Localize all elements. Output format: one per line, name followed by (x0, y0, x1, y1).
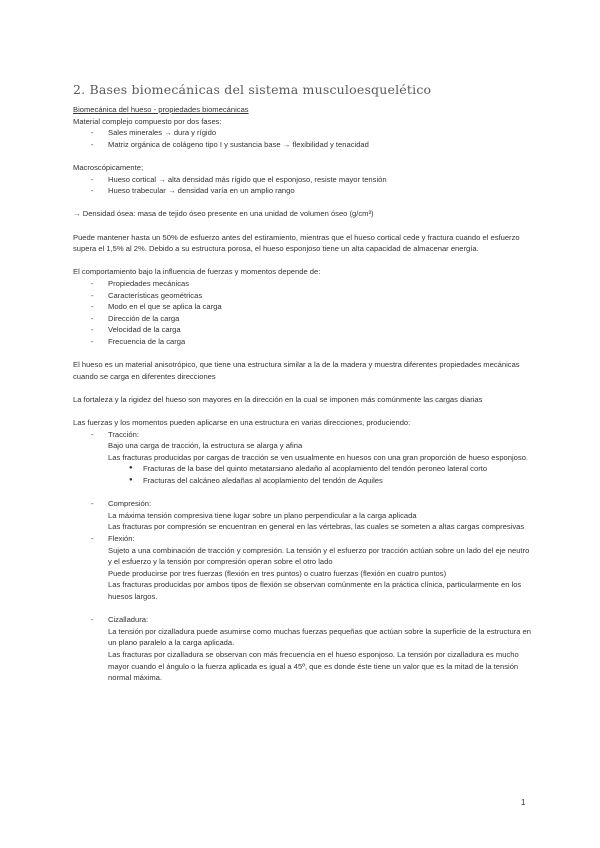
force-text: Puede producirse por tres fuerzas (flexión en tres puntos) o cuatro fuerzas (flexión en cuatro puntos) (108, 568, 447, 578)
forces-intro: Las fuerzas y los momentos pueden aplicarse en una estructura en varias direcciones, produciendo: (73, 418, 411, 428)
force-label: - Tracción: (108, 429, 139, 439)
section-heading: Biomecánica del hueso - propiedades biomecánicas (73, 105, 249, 114)
forces-list-continued (73, 498, 535, 602)
force-label: - Cizalladura: (108, 615, 149, 625)
document-title: 2. Bases biomecánicas del sistema musculoesquelético (73, 82, 432, 98)
force-text: Las fracturas producidas por ambos tipos de flexión se observan comúnmente en la práctica clínica, particularmente en los huesos largos. (108, 580, 522, 601)
anisotropic-paragraph: El hueso es un material anisotrópico, que tiene una estructura similar a la de la madera y muestra diferentes propiedades mecánicas cuando se carga en diferentes direcciones (73, 360, 520, 381)
list-item: - Dirección de la carga (73, 313, 535, 325)
force-label: - Flexión: (108, 533, 135, 543)
page-number: 1 (521, 798, 526, 807)
force-text: La máxima tensión compresiva tiene lugar sobre un plano perpendicular a la carga aplicada (108, 510, 417, 520)
force-item-compression (73, 498, 535, 533)
macro-intro: Macroscópicamente; (73, 162, 144, 172)
forces-list (73, 429, 535, 464)
force-text: Las fracturas producidas por cargas de tracción se ven usualmente en huesos con una gran proporción de hueso esponjoso. (108, 452, 529, 462)
strength-paragraph: La fortaleza y la rigidez del hueso son mayores en la dirección en la cual se imponen más comúnmente las cargas diarias (73, 394, 483, 404)
force-item-shear (73, 614, 535, 684)
force-text: Bajo una carga de tracción, la estructura se alarga y afina (108, 441, 303, 451)
list-item: - Hueso cortical → alta densidad más rígido que el esponjoso, resiste mayor tensión (73, 174, 535, 186)
material-list (73, 127, 535, 150)
document-body (73, 104, 535, 684)
force-text: Sujeto a una combinación de tracción y compresión. La tensión y el esfuerzo por tracción actúan sobre un lado del eje neutro y el esfuerzo y la tensión por compresión operan sobre el otro lado (108, 545, 530, 567)
list-item: ● Fracturas de la base del quinto metatarsiano aledaño al acoplamiento del tendón peroneo lateral corto (73, 463, 535, 475)
traction-examples (73, 463, 535, 486)
list-item: - Modo en el que se aplica la carga (73, 301, 535, 313)
force-text: Las fracturas por cizalladura se observan con más frecuencia en el hueso esponjoso. La tensión por cizalladura es mucho mayor cuando el ángulo o la fuerza aplicada es igual a 45º, que es donde éste tiene un valor que es la mitad de la tensión normal máxima. (108, 649, 519, 683)
list-item: - Frecuencia de la carga (73, 336, 535, 348)
density-definition: → Densidad ósea: masa de tejido óseo presente en una unidad de volumen óseo (g/cm³) (73, 209, 374, 219)
list-item: - Hueso trabecular → densidad varía en un amplio rango (73, 185, 535, 197)
force-item-traction (73, 429, 535, 464)
list-item: - Velocidad de la carga (73, 324, 535, 336)
force-text: Las fracturas por compresión se encuentran en general en las vértebras, las cuales se someten a altas cargas compresivas (108, 522, 525, 532)
strain-paragraph: Puede mantener hasta un 50% de esfuerzo antes del estiramiento, mientras que el hueso cortical cede y fractura cuando el esfuerzo supera el 1,5% al 2%. Debido a su estructura porosa, el hueso esponjoso tiene un alta capacidad de almacenar energía. (73, 232, 520, 254)
list-item: - Características geométricas (73, 290, 535, 302)
behavior-list (73, 278, 535, 348)
force-label: - Compresión: (108, 499, 152, 509)
list-item: ● Fracturas del calcáneo aledañas al acoplamiento del tendón de Aquiles (73, 475, 535, 487)
force-item-flexion (73, 533, 535, 603)
macro-list (73, 174, 535, 197)
list-item: - Matriz orgánica de colágeno tipo I y sustancia base → flexibilidad y tenacidad (73, 139, 535, 151)
force-text: La tensión por cizalladura puede asumirse como muchas fuerzas pequeñas que actúan sobre la superficie de la estructura en un plano paralelo a la carga aplicada. (108, 626, 531, 648)
material-intro: Material complejo compuesto por dos fases: (73, 116, 222, 126)
list-item: - Propiedades mecánicas (73, 278, 535, 290)
behavior-intro: El comportamiento bajo la influencia de fuerzas y momentos depende de: (73, 267, 321, 277)
forces-list-shear (73, 614, 535, 684)
list-item: - Sales minerales → dura y rígido (73, 127, 535, 139)
